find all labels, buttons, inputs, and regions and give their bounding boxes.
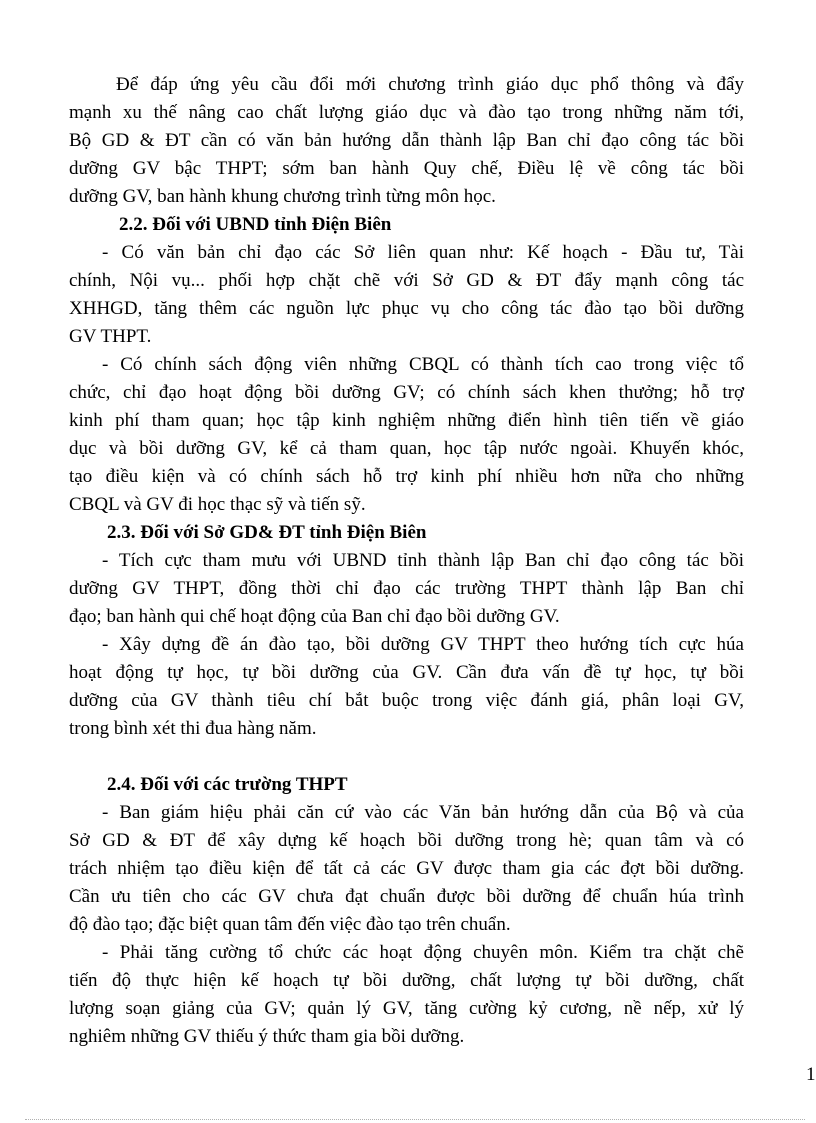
paragraph-line: dưỡng của GV thành tiêu chí bắt buộc trong việc đánh giá, phân loại GV,	[69, 690, 744, 711]
section-heading-h24	[69, 771, 744, 799]
paragraph-line: GV THPT.	[69, 326, 152, 347]
paragraph-line: dưỡng GV bậc THPT; sớm ban hành Quy chế, Điều lệ về công tác bồi	[69, 158, 744, 179]
paragraph-line: chức, chỉ đạo hoạt động bồi dưỡng GV; có chính sách khen thưởng; hỗ trợ	[69, 382, 744, 403]
paragraph-line: đạo; ban hành qui chế hoạt động của Ban chỉ đạo bồi dưỡng GV.	[69, 606, 560, 627]
paragraph-line: lượng soạn giảng của GV; quản lý GV, tăng cường kỷ cương, nề nếp, xử lý	[69, 998, 744, 1019]
paragraph-line: dưỡng GV THPT, đồng thời chỉ đạo các trường THPT thành lập Ban chỉ	[69, 578, 744, 599]
paragraph-line: - Xây dựng đề án đào tạo, bồi dưỡng GV THPT theo hướng tích cực húa	[102, 634, 744, 655]
paragraph-line: - Có văn bản chỉ đạo các Sở liên quan như: Kế hoạch - Đầu tư, Tài	[102, 242, 744, 263]
heading-text: 2.2. Đối với UBND tỉnh Điện Biên	[119, 214, 392, 235]
footer-divider	[25, 1119, 805, 1120]
section-heading-h22	[69, 211, 744, 239]
paragraph-p3	[69, 351, 744, 519]
heading-text: 2.3. Đối với Sở GD& ĐT tỉnh Điện Biên	[107, 522, 427, 543]
paragraph-line: chính, Nội vụ... phối hợp chặt chẽ với Sở GD & ĐT đẩy mạnh công tác	[69, 270, 744, 291]
paragraph-line: Bộ GD & ĐT cần có văn bản hướng dẫn thành lập Ban chỉ đạo công tác bồi	[69, 130, 744, 151]
heading-text: 2.4. Đối với các trường THPT	[107, 774, 348, 795]
document-body	[69, 71, 744, 1051]
paragraph-line: CBQL và GV đi học thạc sỹ và tiến sỹ.	[69, 494, 366, 515]
paragraph-line: dục và bồi dưỡng GV, kể cả tham quan, học tập nước ngoài. Khuyến khóc,	[69, 438, 744, 459]
paragraph-p1	[69, 71, 744, 211]
paragraph-spacer	[69, 743, 744, 771]
paragraph-line: dưỡng GV, ban hành khung chương trình từng môn học.	[69, 186, 496, 207]
paragraph-line: độ đào tạo; đặc biệt quan tâm đến việc đào tạo trên chuẩn.	[69, 914, 511, 935]
paragraph-line: hoạt động tự học, tự bồi dưỡng của GV. Cần đưa vấn đề tự học, tự bồi	[69, 662, 744, 683]
paragraph-line: tạo điều kiện và có chính sách hỗ trợ kinh phí nhiều hơn nữa cho những	[69, 466, 744, 487]
section-heading-h23	[69, 519, 744, 547]
paragraph-line: XHHGD, tăng thêm các nguồn lực phục vụ cho công tác đào tạo bồi dưỡng	[69, 298, 744, 319]
page-number: 1	[806, 1064, 816, 1085]
paragraph-p5	[69, 631, 744, 743]
paragraph-line: Cần ưu tiên cho các GV chưa đạt chuẩn được bồi dưỡng để chuẩn húa trình	[69, 886, 744, 907]
paragraph-line: mạnh xu thế nâng cao chất lượng giáo dục và đào tạo trong những năm tới,	[69, 102, 744, 123]
paragraph-p2	[69, 239, 744, 351]
paragraph-line: - Ban giám hiệu phải căn cứ vào các Văn bản hướng dẫn của Bộ và của	[102, 802, 744, 823]
paragraph-line: tiến độ thực hiện kế hoạch tự bồi dưỡng, chất lượng tự bồi dưỡng, chất	[69, 970, 744, 991]
paragraph-p7	[69, 939, 744, 1051]
paragraph-line: trong bình xét thi đua hàng năm.	[69, 718, 317, 739]
paragraph-line: Sở GD & ĐT để xây dựng kế hoạch bồi dưỡng trong hè; quan tâm và có	[69, 830, 744, 851]
paragraph-line: - Có chính sách động viên những CBQL có thành tích cao trong việc tổ	[102, 354, 744, 375]
paragraph-p4	[69, 547, 744, 631]
paragraph-line: - Tích cực tham mưu với UBND tỉnh thành lập Ban chỉ đạo công tác bồi	[102, 550, 744, 571]
paragraph-line: kinh phí tham quan; học tập kinh nghiệm những điển hình tiên tiến về giáo	[69, 410, 744, 431]
paragraph-line: trách nhiệm tạo điều kiện để tất cả các GV được tham gia các đợt bồi dưỡng.	[69, 858, 744, 879]
paragraph-line: - Phải tăng cường tổ chức các hoạt động chuyên môn. Kiểm tra chặt chẽ	[102, 942, 744, 963]
paragraph-line: nghiêm những GV thiếu ý thức tham gia bồi dưỡng.	[69, 1026, 465, 1047]
paragraph-p6	[69, 799, 744, 939]
paragraph-line: Để đáp ứng yêu cầu đổi mới chương trình giáo dục phổ thông và đẩy	[116, 74, 744, 95]
